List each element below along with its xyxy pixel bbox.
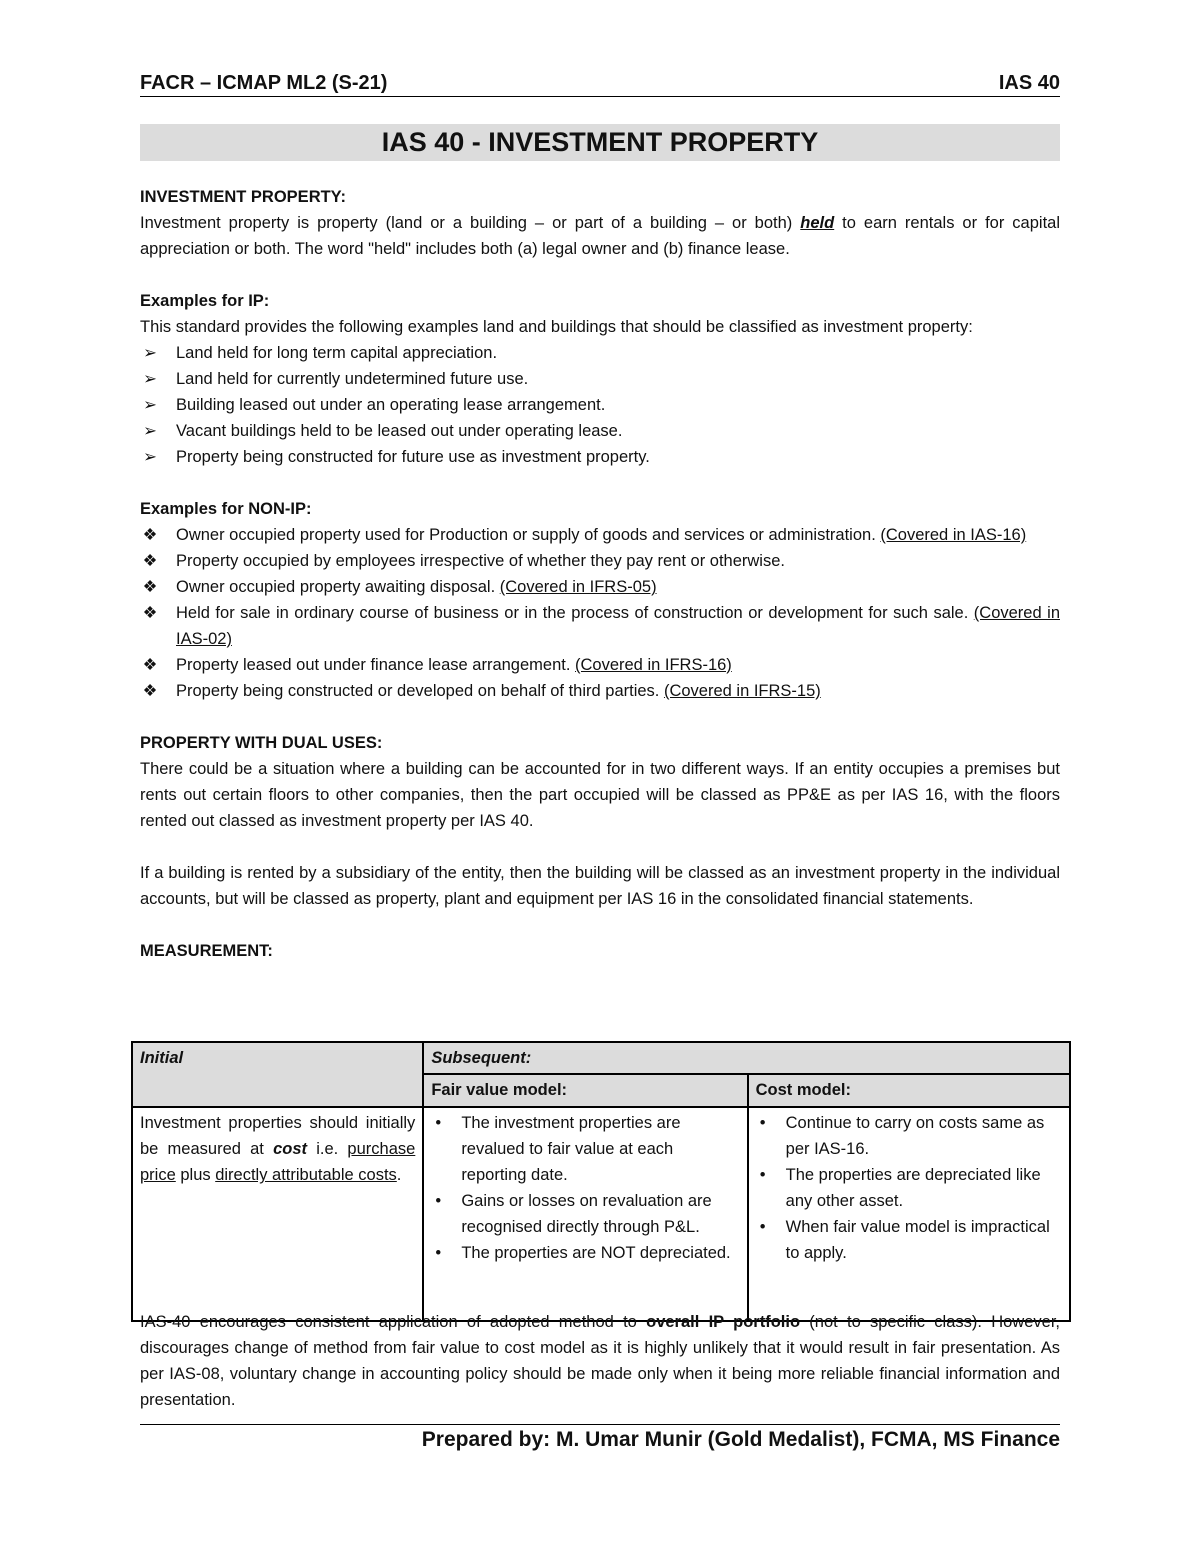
arrow-bullet-icon: ➢ [143, 448, 157, 466]
standard-reference: (Covered in IAS-16) [880, 526, 1027, 544]
list-item: ➢ Property being constructed for future use as investment property. [140, 444, 1060, 470]
standard-reference: (Covered in IAS-02) [176, 604, 1060, 648]
dot-bullet-icon: • [759, 1165, 766, 1184]
examples-ip-list [140, 340, 1060, 470]
diamond-bullet-icon: ❖ [142, 578, 158, 596]
dual-uses-paragraph-1: There could be a situation where a building can be accounted for in two different ways. If an entity occupies a premises but rents out certain floors to other companies, then the part occupied will be classed as PP&E as per IAS 16, with the floors rented out classed as investment property per IAS 40. [140, 760, 1060, 830]
list-item: ❖ Property being constructed or developed on behalf of third parties. (Covered in IFRS-15) [140, 678, 1060, 704]
standard-reference: (Covered in IFRS-05) [499, 578, 657, 596]
list-item: • When fair value model is impractical to apply. [756, 1214, 1062, 1266]
list-item: ➢ Building leased out under an operating lease arrangement. [140, 392, 1060, 418]
document-page [140, 72, 1060, 964]
dot-bullet-icon: • [435, 1113, 442, 1132]
measurement-heading: MEASUREMENT: [140, 942, 273, 960]
dual-uses-heading: PROPERTY WITH DUAL USES: [140, 734, 383, 752]
list-item: • Continue to carry on costs same as per IAS-16. [756, 1110, 1062, 1162]
page-title: IAS 40 - INVESTMENT PROPERTY [140, 124, 1060, 161]
dual-uses-paragraph-2: If a building is rented by a subsidiary of the entity, then the building will be classed as an investment property in the individual accounts, but will be classed as property, plant and equipment per IAS 16 in the consolidated financial statements. [140, 864, 1060, 908]
standard-reference: (Covered in IFRS-15) [663, 682, 821, 700]
closing-paragraph: IAS-40 encourages consistent application of adopted method to overall IP portfolio (not to specific class). However, discourages change of method from fair value to cost model as it is highly unlikely that it would result in fair presentation. As per IAS-08, voluntary change in accounting policy should be made only when it being more reliable financial information and presentation. [140, 1313, 1060, 1409]
list-item: • The properties are depreciated like any other asset. [756, 1162, 1062, 1214]
page-footer: Prepared by: M. Umar Munir (Gold Medalist), FCMA, MS Finance [421, 1428, 1060, 1451]
standard-reference: (Covered in IFRS-16) [575, 656, 732, 674]
examples-non-ip-list [140, 522, 1060, 704]
arrow-bullet-icon: ➢ [143, 396, 157, 414]
investment-property-definition: Investment property is property (land or a building – or part of a building – or both) held to earn rentals or for capital appreciation or both. The word "held" includes both (a) legal owner and (b) finance lease. [140, 214, 1060, 258]
initial-measurement-cell: Investment properties should initially be measured at cost i.e. purchase price plus directly attributable costs. [132, 1107, 423, 1321]
dot-bullet-icon: • [759, 1217, 766, 1236]
list-item: ➢ Land held for currently undetermined future use. [140, 366, 1060, 392]
header-left: FACR – ICMAP ML2 (S-21) [140, 72, 388, 94]
diamond-bullet-icon: ❖ [142, 526, 158, 544]
dot-bullet-icon: • [435, 1191, 442, 1210]
diamond-bullet-icon: ❖ [142, 604, 158, 622]
held-emphasis: held [800, 214, 835, 232]
list-item: ❖ Owner occupied property used for Production or supply of goods and services or administration. (Covered in IAS-16) [140, 522, 1060, 548]
closing-section [140, 1309, 1060, 1413]
column-header-cost-model: Cost model: [748, 1074, 1070, 1106]
page-header [140, 72, 1060, 97]
list-item: ❖ Held for sale in ordinary course of business or in the process of construction or development for such sale. (Covered in IAS-02) [140, 600, 1060, 652]
list-item: ➢ Vacant buildings held to be leased out under operating lease. [140, 418, 1060, 444]
footer-divider [140, 1424, 1060, 1425]
examples-ip-heading: Examples for IP: [140, 292, 270, 310]
list-item: • The properties are NOT depreciated. [431, 1240, 739, 1266]
arrow-bullet-icon: ➢ [143, 344, 157, 362]
fair-value-cell [423, 1107, 747, 1321]
investment-property-heading: INVESTMENT PROPERTY: [140, 188, 346, 206]
cost-model-cell [748, 1107, 1070, 1321]
dot-bullet-icon: • [435, 1243, 442, 1262]
diamond-bullet-icon: ❖ [142, 552, 158, 570]
list-item: ❖ Property leased out under finance lease arrangement. (Covered in IFRS-16) [140, 652, 1060, 678]
measurement-table [131, 1041, 1071, 1322]
diamond-bullet-icon: ❖ [142, 682, 158, 700]
examples-non-ip-heading: Examples for NON-IP: [140, 500, 312, 518]
list-item: • The investment properties are revalued to fair value at each reporting date. [431, 1110, 739, 1188]
column-header-initial: Initial [132, 1042, 423, 1107]
list-item: • Gains or losses on revaluation are recognised directly through P&L. [431, 1188, 739, 1240]
list-item: ➢ Land held for long term capital appreciation. [140, 340, 1060, 366]
column-header-subsequent: Subsequent: [423, 1042, 1070, 1074]
arrow-bullet-icon: ➢ [143, 370, 157, 388]
list-item: ❖ Owner occupied property awaiting disposal. (Covered in IFRS-05) [140, 574, 1060, 600]
column-header-fair-value: Fair value model: [423, 1074, 747, 1106]
list-item: ❖ Property occupied by employees irrespective of whether they pay rent or otherwise. [140, 548, 1060, 574]
examples-ip-intro: This standard provides the following examples land and buildings that should be classified as investment property: [140, 318, 973, 336]
header-right: IAS 40 [998, 72, 1060, 94]
diamond-bullet-icon: ❖ [142, 656, 158, 674]
arrow-bullet-icon: ➢ [143, 422, 157, 440]
dot-bullet-icon: • [759, 1113, 766, 1132]
